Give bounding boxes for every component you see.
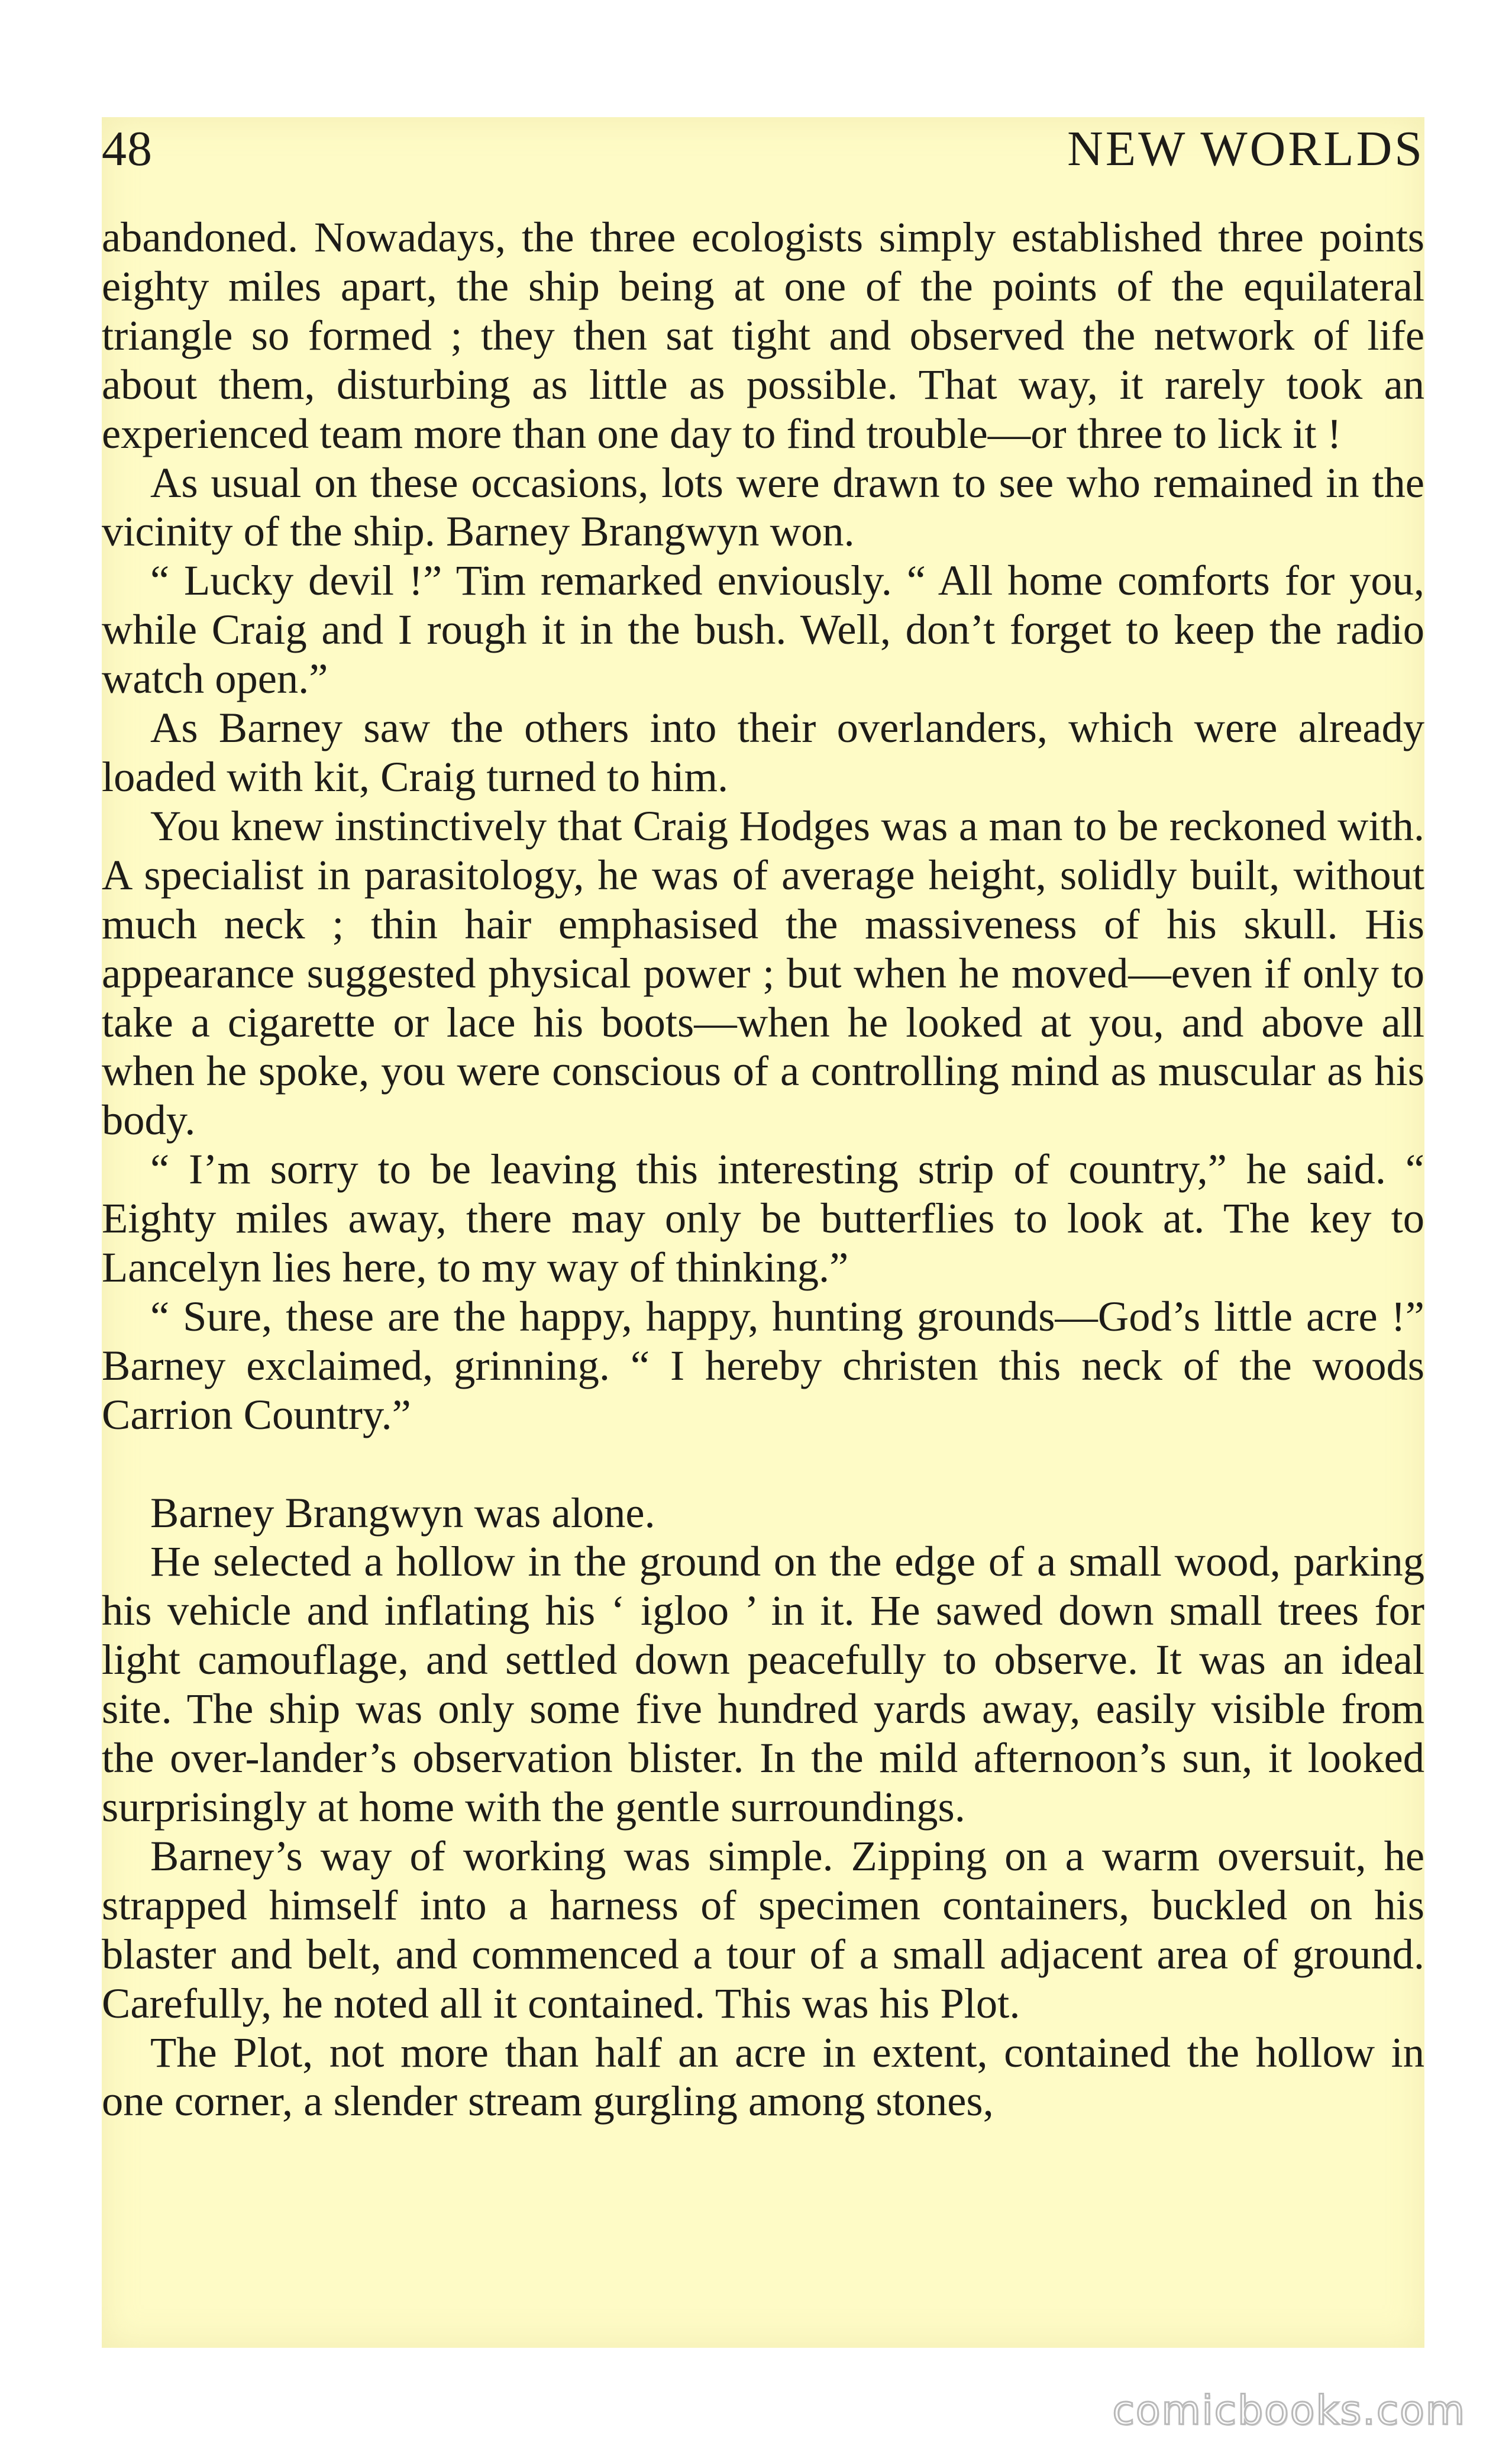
page-number: 48 (102, 121, 153, 176)
paragraph: The Plot, not more than half an acre in extent, contained the hollow in one corner, a slender stream gurgling among stones, (102, 2028, 1424, 2125)
paragraph: You knew instinctively that Craig Hodges was a man to be reckoned with. A specialist in parasitology, he was of average height, solidly built, without much neck ; thin hair emphasised the massiveness of his skull. His appearance suggested physical power ; but when he moved—even if only to take a cigarette or lace his boots—when he looked at you, and above all when he spoke, you were conscious of a controlling mind as muscular as his body. (102, 801, 1424, 1144)
paragraph: Barney’s way of working was simple. Zipping on a warm oversuit, he strapped himself into a harness of specimen containers, buckled on his blaster and belt, and commenced a tour of a small adjacent area of ground. Carefully, he noted all it contained. This was his Plot. (102, 1831, 1424, 2027)
paragraph: Barney Brangwyn was alone. (150, 1488, 655, 1537)
paragraph: “ I’m sorry to be leaving this interesting strip of country,” he said. “ Eighty miles away, there may only be butterflies to look at. The key to Lancelyn lies here, to my way of thinking.” (102, 1145, 1424, 1292)
paragraph: abandoned. Nowadays, the three ecologists simply established three points eighty miles apart, the ship being at one of the points of the equilateral triangle so formed ; they then sat tight and observed the network of life about them, disturbing as little as possible. That way, it rarely took an experienced team more than one day to find trouble—or three to lick it ! (102, 213, 1424, 457)
paragraph: As usual on these occasions, lots were drawn to see who remained in the vicinity of the ship. Barney Brangwyn won. (102, 458, 1424, 556)
story-text (102, 213, 1424, 2126)
site-watermark: comicbooks.com (1112, 2387, 1466, 2434)
paragraph: As Barney saw the others into their overlanders, which were already loaded with kit, Craig turned to him. (102, 704, 1424, 801)
paragraph: He selected a hollow in the ground on the edge of a small wood, parking his vehicle and inflating his ‘ igloo ’ in it. He sawed down small trees for light camouflage, and settled down peacefully to observe. It was an ideal site. The ship was only some five hundred yards away, easily visible from the over-lander’s observation blister. In the mild afternoon’s sun, it looked surprisingly at home with the gentle surroundings. (102, 1537, 1424, 1831)
paragraph: “ Sure, these are the happy, happy, hunting grounds—God’s little acre !” Barney exclaimed, grinning. “ I hereby christen this neck of the woods Carrion Country.” (102, 1292, 1424, 1438)
paragraph: “ Lucky devil !” Tim remarked enviously. “ All home comforts for you, while Craig and I rough it in the bush. Well, don’t forget to keep the radio watch open.” (102, 556, 1424, 703)
magazine-page (102, 117, 1424, 2348)
running-title: NEW WORLDS (1067, 121, 1424, 176)
